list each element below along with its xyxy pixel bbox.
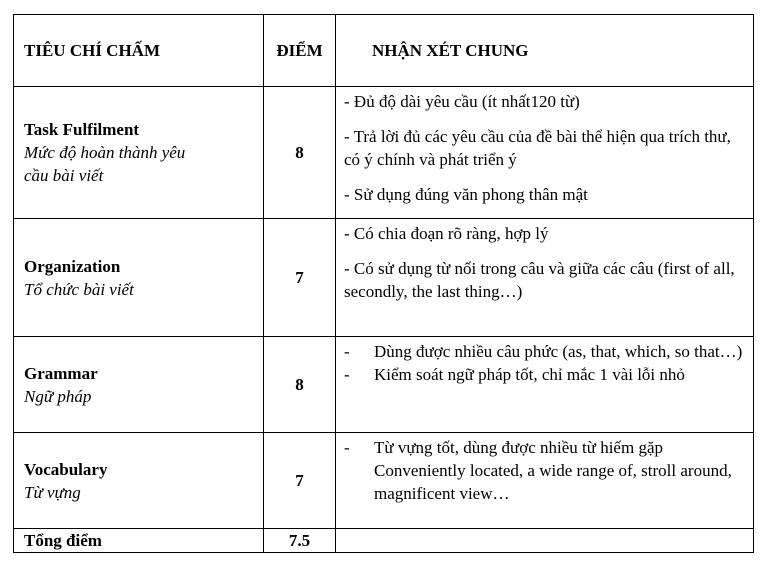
dash-bullet: - [344,365,350,384]
criterion-name: Grammar [24,363,98,383]
table-row-task-fulfilment [14,87,754,219]
total-score: 7.5 [264,529,336,553]
comments-cell [336,219,754,337]
comment-item: - Trả lời đủ các yêu cầu của đề bài thể hiện qua trích thư, có ý chính và phát triển ý [344,127,731,169]
list-item [344,363,747,386]
dash-bullet: - [344,342,350,361]
comments-cell [336,337,754,433]
total-label: Tổng điểm [14,529,264,553]
criterion-cell [14,337,264,433]
criterion-translation: Ngữ pháp [24,386,92,406]
comment-text: Từ vựng tốt, dùng được nhiều từ hiếm gặp Conveniently located, a wide range of, stroll around, magnificent view… [374,438,732,503]
list-item [344,436,747,505]
table-header-row [14,15,754,87]
table-row-organization [14,219,754,337]
comment-item: - Có sử dụng từ nối trong câu và giữa các câu (first of all, secondly, the last thing…) [344,259,735,301]
header-criteria: TIÊU CHÍ CHẤM [14,15,264,87]
criterion-cell [14,87,264,219]
header-comments: NHẬN XÉT CHUNG [336,15,754,87]
comment-list [344,436,747,505]
criterion-cell [14,433,264,529]
dash-bullet: - [344,438,350,457]
table-row-vocabulary [14,433,754,529]
criterion-translation: Tổ chức bài viết [24,279,134,299]
criterion-name: Task Fulfilment [24,120,140,139]
criterion-cell [14,219,264,337]
comment-item: - Có chia đoạn rõ ràng, hợp lý [344,224,549,243]
comments-cell [336,87,754,219]
comment-item: - Sử dụng đúng văn phong thân mật [344,185,588,204]
comment-item: - Đủ độ dài yêu cầu (ít nhất120 từ) [344,92,580,111]
score-cell: 8 [264,337,336,433]
comments-cell [336,433,754,529]
criterion-translation: Mức độ hoàn thành yêu [24,143,186,162]
list-item [344,340,747,363]
score-cell: 8 [264,87,336,219]
criterion-name: Vocabulary [24,459,108,479]
table-row-total [14,529,754,553]
score-cell: 7 [264,433,336,529]
comment-text: Dùng được nhiều câu phức (as, that, which, so that…) [374,342,743,361]
table-row-grammar [14,337,754,433]
criterion-translation: Từ vựng [24,482,81,502]
total-empty-cell [336,529,754,553]
header-score: ĐIỂM [264,15,336,87]
criterion-name: Organization [24,256,121,276]
comment-text: Kiểm soát ngữ pháp tốt, chỉ mắc 1 vài lỗi nhỏ [374,365,685,384]
grading-rubric-table [13,14,754,553]
criterion-translation-cont: cầu bài viết [24,166,104,185]
score-cell: 7 [264,219,336,337]
comment-list [344,340,747,386]
